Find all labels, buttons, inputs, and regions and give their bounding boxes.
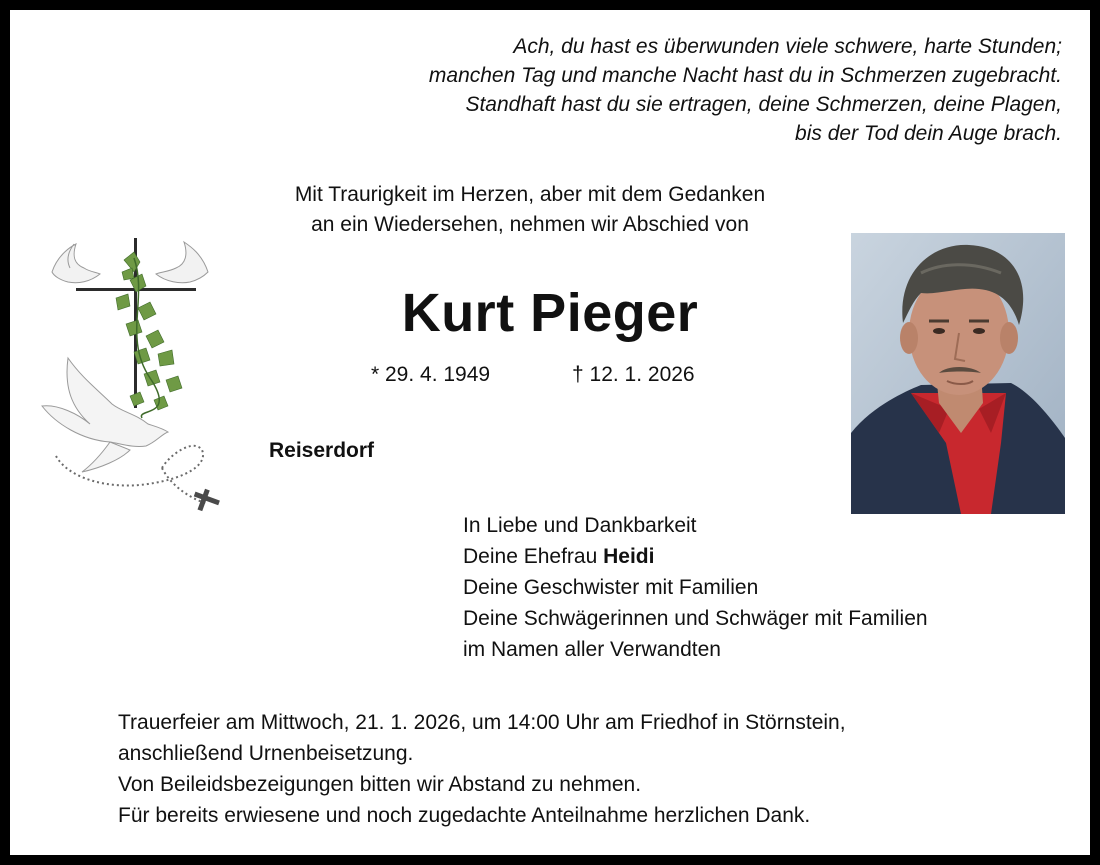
footer-line-2: anschließend Urnenbeisetzung. — [118, 742, 414, 765]
poem-line-1: Ach, du hast es überwunden viele schwere, harte Stunden; — [513, 35, 1062, 58]
mourners-line-5: im Namen aller Verwandten — [463, 638, 721, 661]
mourners-line-4: Deine Schwägerinnen und Schwäger mit Familien — [463, 607, 928, 630]
intro-text — [230, 180, 830, 240]
deceased-name: Kurt Pieger — [401, 283, 699, 343]
death-date: † 12. 1. 2026 — [572, 363, 695, 386]
intro-line-2: an ein Wiedersehen, nehmen wir Abschied von — [311, 213, 749, 236]
poem-line-4: bis der Tod dein Auge brach. — [795, 122, 1062, 145]
portrait-photo-icon — [851, 233, 1065, 514]
residence-place: Reiserdorf — [269, 439, 375, 462]
poem-line-3: Standhaft hast du sie ertragen, deine Schmerzen, deine Plagen, — [465, 93, 1062, 116]
mourners-line-2 — [463, 541, 928, 572]
funeral-notice — [118, 707, 846, 831]
spouse-label: Deine Ehefrau — [463, 545, 604, 568]
footer-line-3: Von Beileidsbezeigungen bitten wir Abstand zu nehmen. — [118, 773, 642, 796]
obituary-card — [10, 10, 1090, 855]
mourners-list — [463, 510, 928, 665]
footer-line-4: Für bereits erwiesene und noch zugedachte Anteilnahme herzlichen Dank. — [118, 804, 811, 827]
cross-doves-ivy-icon — [38, 228, 228, 523]
birth-date: * 29. 4. 1949 — [371, 363, 491, 386]
intro-line-1: Mit Traurigkeit im Herzen, aber mit dem Gedanken — [294, 183, 766, 206]
mourners-line-3: Deine Geschwister mit Familien — [463, 576, 759, 599]
poem — [302, 32, 1062, 148]
mourners-line-1: In Liebe und Dankbarkeit — [463, 514, 697, 537]
footer-line-1: Trauerfeier am Mittwoch, 21. 1. 2026, um 14:00 Uhr am Friedhof in Störnstein, — [118, 711, 846, 734]
poem-line-2: manchen Tag und manche Nacht hast du in Schmerzen zugebracht. — [428, 64, 1062, 87]
spouse-name: Heidi — [603, 545, 655, 568]
